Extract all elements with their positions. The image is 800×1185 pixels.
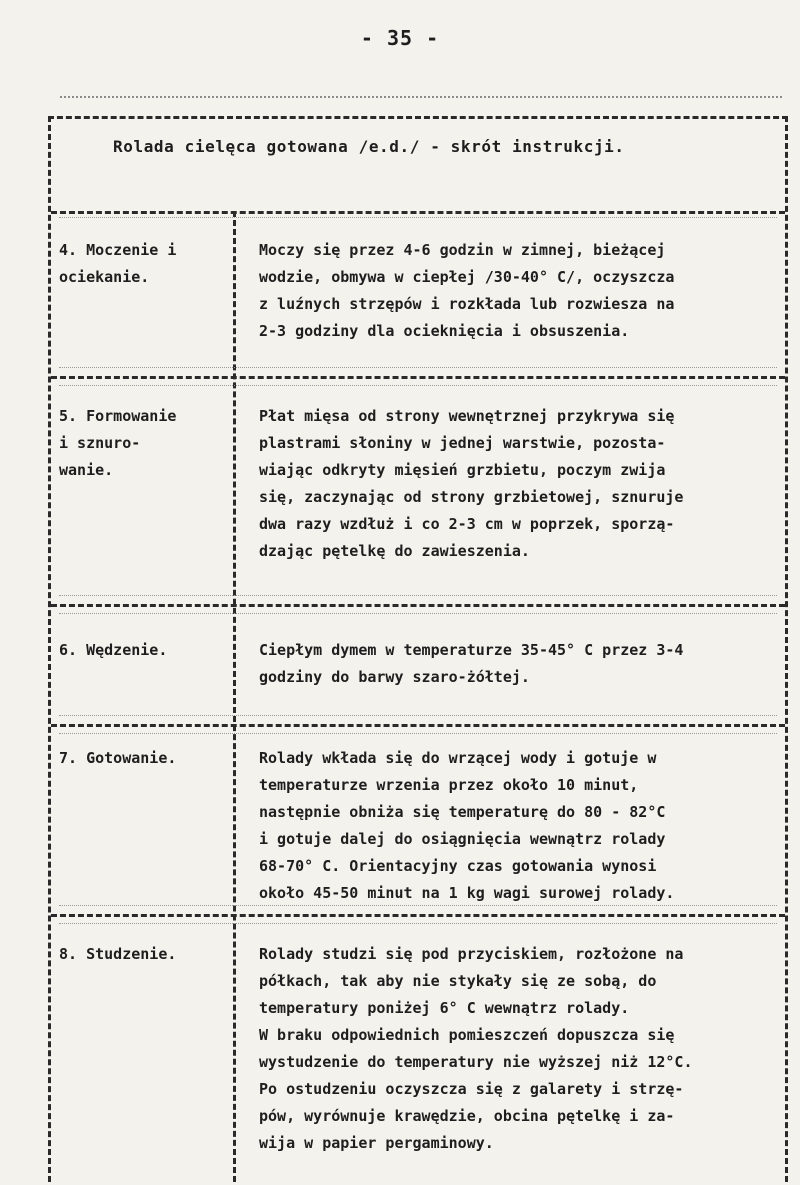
- dotted-guide: [60, 96, 782, 98]
- table-row: [51, 211, 785, 379]
- step-label: 7. Gotowanie.: [59, 749, 177, 767]
- dotted-guide: [59, 613, 777, 614]
- dotted-guide: [59, 923, 777, 924]
- table-row: [51, 727, 785, 917]
- dotted-guide: [59, 385, 777, 386]
- dotted-guide: [59, 715, 777, 716]
- table-row: [51, 917, 785, 1185]
- table-row: [51, 607, 785, 727]
- step-text: Moczy się przez 4-6 godzin w zimnej, bieżącej wodzie, obmywa w ciepłej /30-40° C/, oczyszcza z luźnych strzępów i rozkłada lub rozwiesza na 2-3 godziny dla ocieknięcia i obsuszenia.: [259, 241, 675, 340]
- dotted-guide: [59, 595, 777, 596]
- step-text: Ciepłym dymem w temperaturze 35-45° C przez 3-4 godziny do barwy szaro-żółtej.: [259, 641, 684, 686]
- table-title: Rolada cielęca gotowana /e.d./ - skrót instrukcji.: [113, 137, 625, 156]
- page-number: - 35 -: [360, 26, 440, 50]
- instruction-table: [48, 116, 788, 1182]
- step-label: 6. Wędzenie.: [59, 641, 168, 659]
- step-label: 4. Moczenie i ociekanie.: [59, 241, 177, 286]
- dotted-guide: [59, 733, 777, 734]
- step-label: 5. Formowanie i sznuro- wanie.: [59, 407, 177, 479]
- step-label: 8. Studzenie.: [59, 945, 177, 963]
- step-text: Płat mięsa od strony wewnętrznej przykrywa się plastrami słoniny w jednej warstwie, pozosta- wiając odkryty mięsień grzbietu, poczym zwija się, zaczynając od strony grzbietowej, sznuruje dwa razy wzdłuż i co 2-3 cm w poprzek, sporzą- dzając pętelkę do zawieszenia.: [259, 407, 684, 560]
- dotted-guide: [59, 217, 777, 218]
- title-row: [51, 119, 785, 214]
- dotted-guide: [59, 905, 777, 906]
- step-text: Rolady studzi się pod przyciskiem, rozłożone na półkach, tak aby nie stykały się ze sobą, do temperatury poniżej 6° C wewnątrz rolady. W braku odpowiednich pomieszczeń dopuszcza się wystudzenie do temperatury nie wyższej niż 12°C. Po ostudzeniu oczyszcza się z galarety i strzę- pów, wyrównuje krawędzie, obcina pętelkę i za- wija w papier pergaminowy.: [259, 945, 693, 1152]
- table-row: [51, 379, 785, 607]
- step-text: Rolady wkłada się do wrzącej wody i gotuje w temperaturze wrzenia przez około 10 minut, następnie obniża się temperaturę do 80 - 82°C i gotuje dalej do osiągnięcia wewnątrz rolady 68-70° C. Orientacyjny czas gotowania wynosi około 45-50 minut na 1 kg wagi surowej rolady.: [259, 749, 675, 902]
- dotted-guide: [59, 367, 777, 368]
